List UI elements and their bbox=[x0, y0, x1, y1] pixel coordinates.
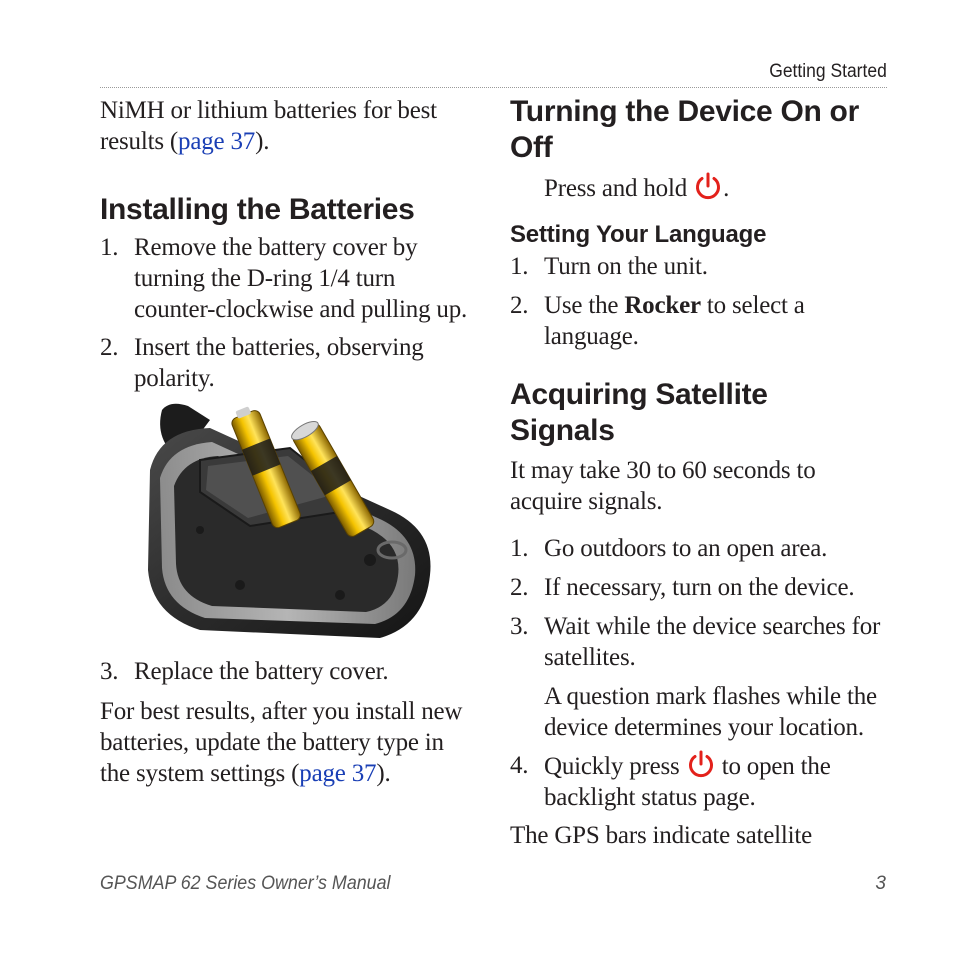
list-item: 4. Quickly press to open the backlight status page. bbox=[510, 752, 831, 811]
heading-installing-batteries: Installing the Batteries bbox=[100, 193, 415, 226]
list-item: 2. If necessary, turn on the device. bbox=[510, 574, 855, 601]
intro-paragraph: NiMH or lithium batteries for best results (page 37). bbox=[100, 97, 437, 155]
page-link-intro[interactable]: page 37 bbox=[178, 128, 256, 155]
battery-install-illustration bbox=[140, 400, 440, 645]
power-icon bbox=[686, 750, 716, 780]
list-item: 1. Turn on the unit. bbox=[510, 253, 708, 280]
page-link-settings[interactable]: page 37 bbox=[299, 760, 377, 787]
power-icon bbox=[693, 172, 723, 202]
header-rule bbox=[100, 87, 887, 88]
satellite-intro-text: It may take 30 to 60 seconds to acquire signals. bbox=[510, 457, 816, 515]
battery-type-paragraph: For best results, after you install new batteries, update the battery type in the system settings (page 37). bbox=[100, 698, 463, 787]
heading-acquiring-satellite: Acquiring Satellite Signals bbox=[510, 378, 768, 447]
footer-manual-title: GPSMAP 62 Series Owner’s Manual bbox=[100, 873, 391, 894]
list-item: 1. Go outdoors to an open area. bbox=[510, 535, 828, 562]
running-head: Getting Started bbox=[769, 61, 887, 82]
gps-bars-text: The GPS bars indicate satellite bbox=[510, 822, 813, 849]
heading-setting-language: Setting Your Language bbox=[510, 221, 767, 248]
footer-page-number: 3 bbox=[875, 873, 886, 894]
list-item: 3. Replace the battery cover. bbox=[100, 658, 389, 685]
heading-turning-on-off: Turning the Device On or Off bbox=[510, 95, 859, 164]
list-item: 1. Remove the battery cover by turning the D-ring 1/4 turn counter-clockwise and pulling up. bbox=[100, 234, 468, 323]
question-mark-note: A question mark flashes while the device determines your location. bbox=[544, 683, 877, 741]
list-item: 2. Use the Rocker to select a language. bbox=[510, 292, 805, 350]
list-item: 3. Wait while the device searches for satellites. bbox=[510, 613, 881, 671]
rocker-key-label: Rocker bbox=[624, 292, 701, 319]
list-item: 2. Insert the batteries, observing polarity. bbox=[100, 334, 424, 392]
press-hold-text: Press and hold . bbox=[544, 172, 729, 204]
